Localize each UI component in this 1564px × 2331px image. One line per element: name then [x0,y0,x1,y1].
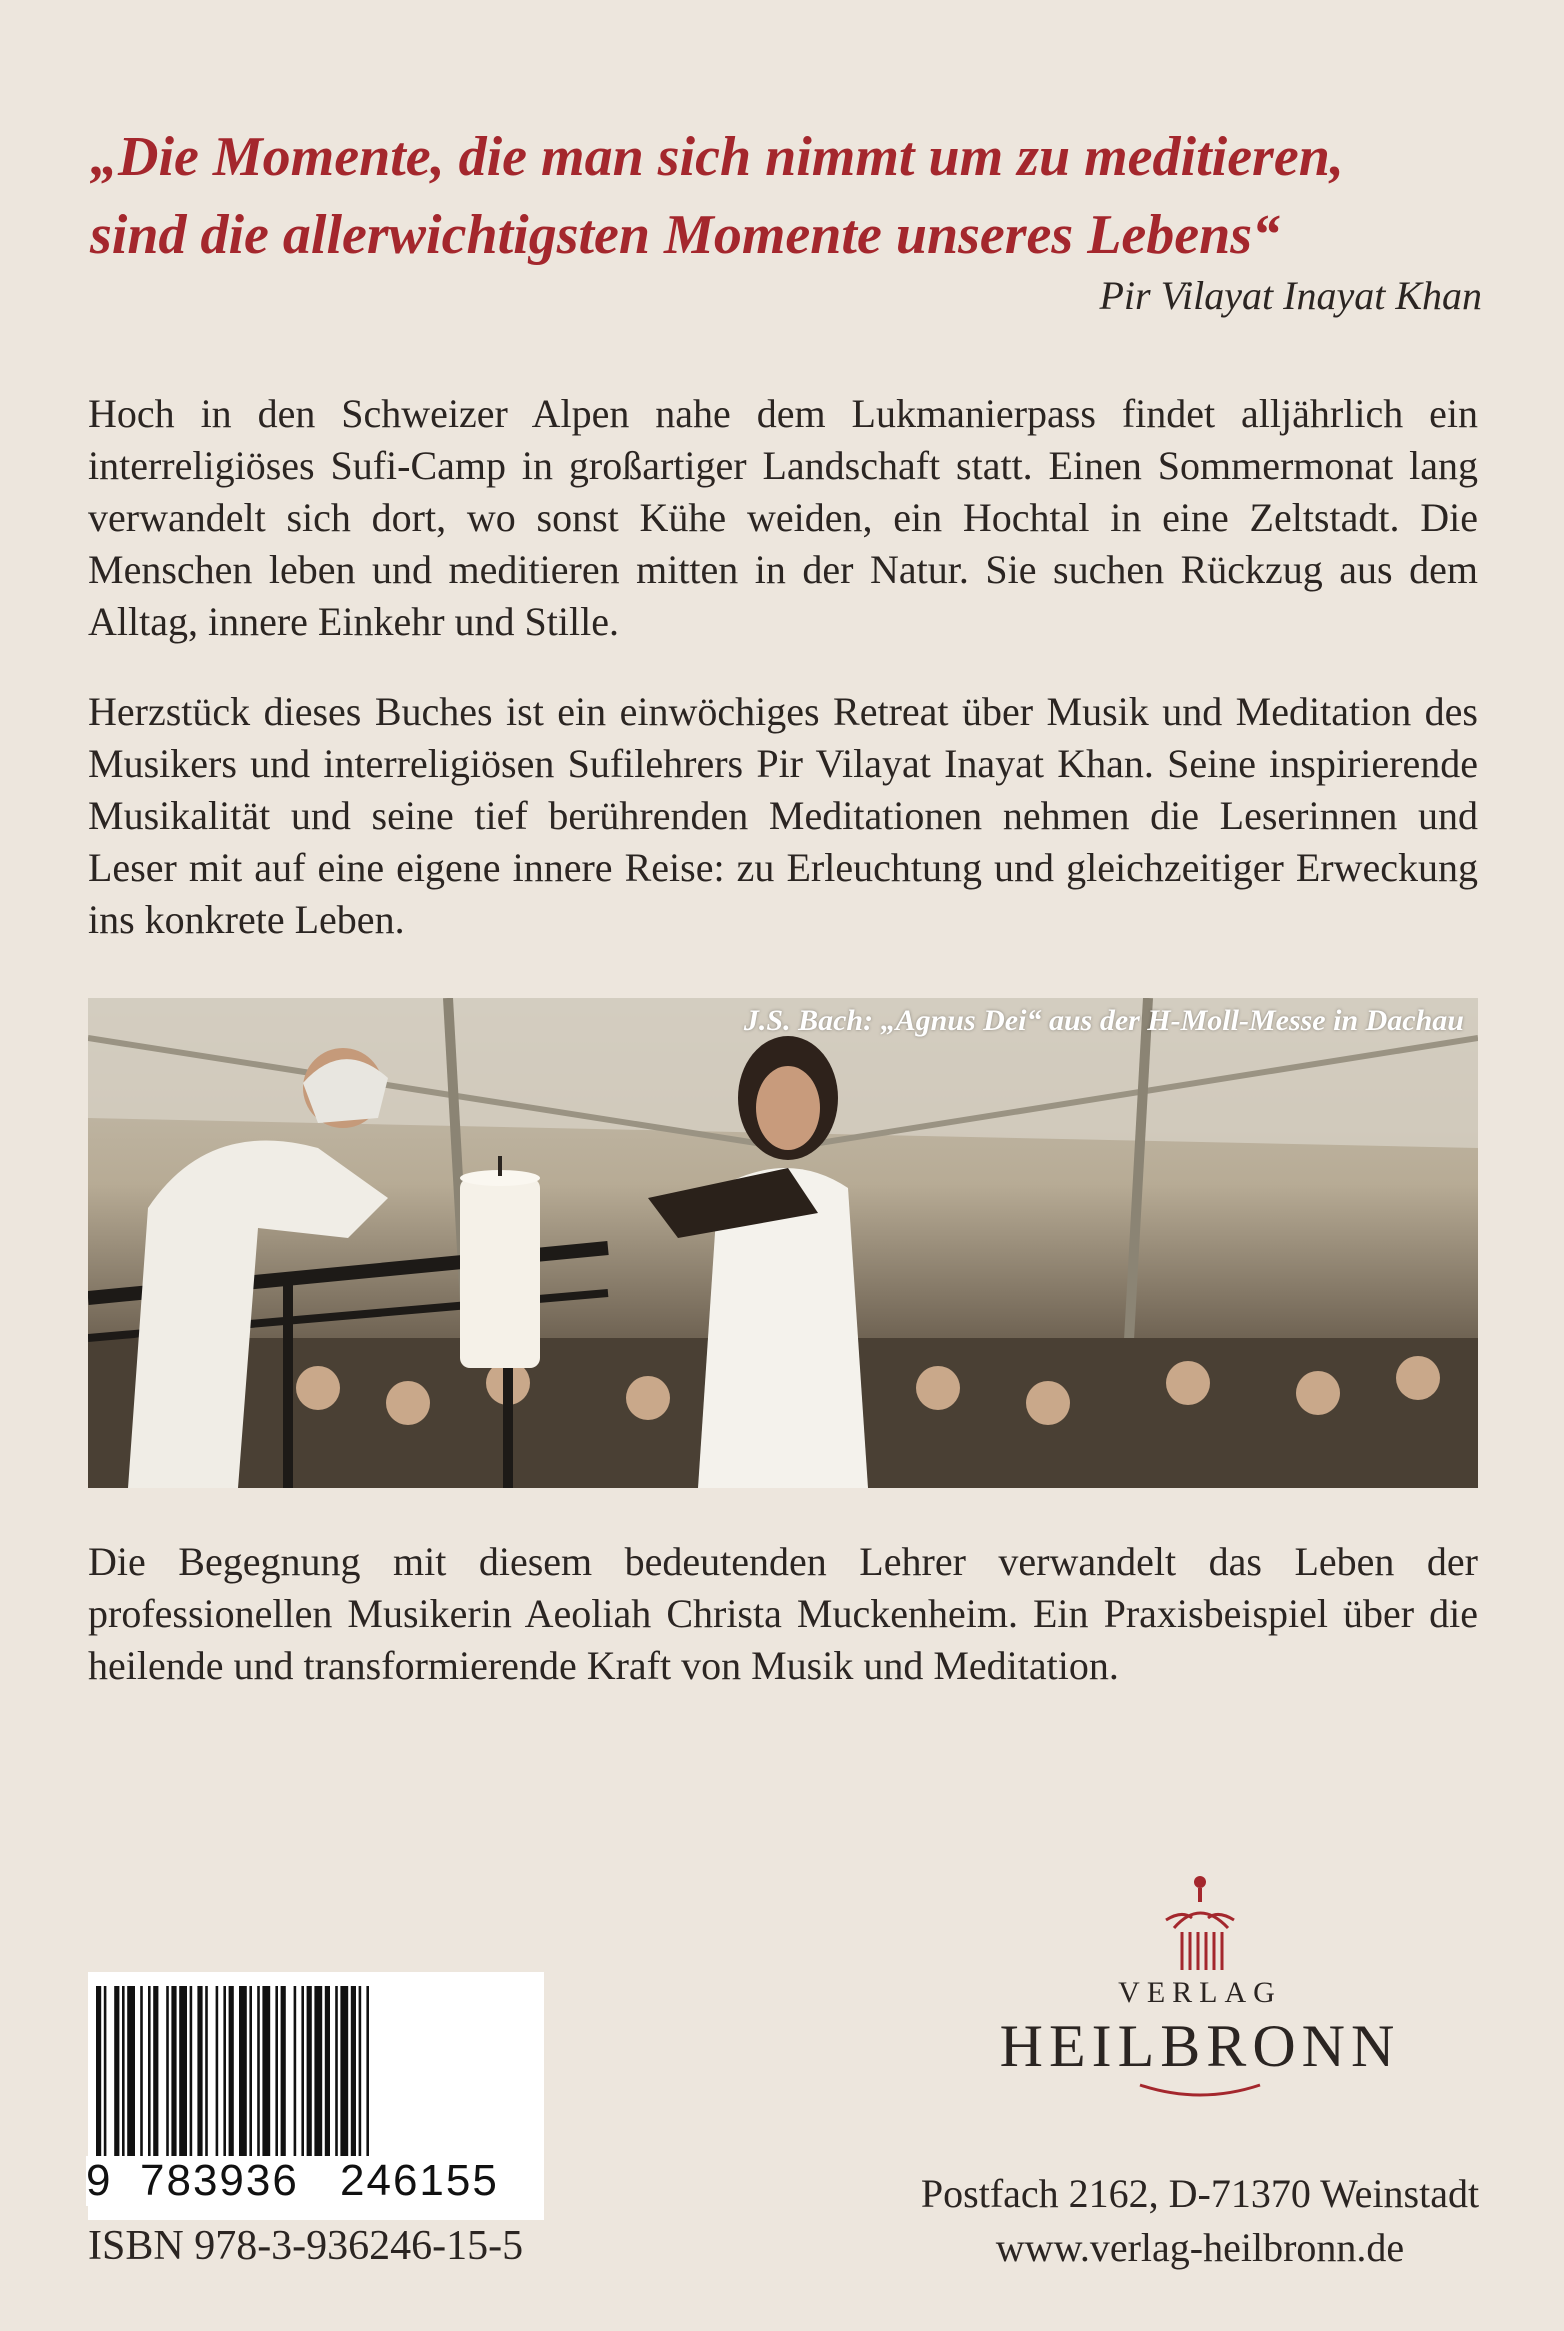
barcode-bar [301,1986,304,2156]
barcode-bar [262,1986,270,2156]
quote-line-2: sind die allerwichtigsten Momente unseres Lebens“ [90,204,1281,266]
barcode-bar [104,1986,107,2156]
barcode-bar [294,1986,297,2156]
retreat-paragraph: Herzstück dieses Buches ist ein einwöchiges Retreat über Musik und Meditation des Musikers und interreligiösen Sufilehrers Pir Vilayat Inayat Khan. Seine inspirierende Musikalität und seine tief berührenden Meditationen nehmen die Leserinnen und Leser mit auf eine eigene innere Reise: zu Erleuchtung und gleichzeitiger Erweckung ins konkrete Leben. [88,689,1478,942]
isbn: ISBN 978-3-936246-15-5 [88,2223,524,2269]
barcode-bar [281,1986,286,2156]
barcode-bar [140,1986,143,2156]
barcode-digits [88,2156,544,2216]
barcode-bar [325,1986,330,2156]
publisher-website: www.verlag-heilbronn.de [995,2225,1405,2270]
quote-author: Pir Vilayat Inayat Khan [1099,273,1482,318]
barcode-bar [257,1986,260,2156]
barcode-bar [96,1986,101,2156]
quote-text [90,118,1490,274]
intro-paragraph: Hoch in den Schweizer Alpen nahe dem Lukmanierpass findet alljährlich ein interreligiöses Sufi-Camp in großartiger Landschaft statt. Einen Sommermonat lang verwandelt sich dort, wo sonst Kühe weiden, ein Hochtal in eine Zeltstadt. Die Menschen leben und meditieren mitten in der Natur. Sie suchen Rückzug aus dem Alltag, innere Einkehr und Stille. [88,391,1478,644]
publisher-name: HEILBRONN [999,2013,1401,2079]
barcode-bar [197,1986,202,2156]
barcode-bar [239,1986,247,2156]
barcode-digits-group-2: 246155 [340,2156,499,2205]
barcode-bar [314,1986,322,2156]
barcode-bar [229,1986,234,2156]
barcode-bar [148,1986,151,2156]
barcode-bar [340,1986,348,2156]
barcode-bar [335,1986,338,2156]
publisher-verlag-label: VERLAG [1118,1976,1282,2009]
barcode-bar [153,1986,158,2156]
barcode-bar [249,1986,252,2156]
barcode-digit-first: 9 [86,2156,111,2205]
barcode-bar [359,1986,362,2156]
barcode-bar [223,1986,226,2156]
barcode-bar [179,1986,187,2156]
concert-photo [88,998,1478,1488]
barcode-bars [88,1972,544,2162]
barcode-bar [171,1986,176,2156]
barcode-bar [205,1986,208,2156]
barcode-bar [190,1986,193,2156]
barcode-bar [307,1986,312,2156]
barcode-bar [366,1986,369,2156]
barcode-bar [275,1986,278,2156]
barcode-bar [114,1986,119,2156]
barcode-bar [122,1986,125,2156]
barcode-bar [127,1986,135,2156]
barcode-bar [216,1986,219,2156]
closing-paragraph: Die Begegnung mit diesem bedeutenden Lehrer verwandelt das Leben der professionellen Musikerin Aeoliah Christa Muckenheim. Ein Praxisbeispiel über die heilende und transformierende Kraft von Musik und Meditation. [88,1539,1478,1688]
barcode-bar [351,1986,356,2156]
publisher-address: Postfach 2162, D-71370 Weinstadt [920,2171,1480,2216]
quote-line-1: „Die Momente, die man sich nimmt um zu meditieren, [90,126,1344,188]
barcode-bar [166,1986,169,2156]
barcode-digits-group-1: 783936 [140,2156,299,2205]
concert-photo-illustration [88,998,1478,1488]
photo-caption: J.S. Bach: „Agnus Dei“ aus der H-Moll-Messe in Dachau [743,1004,1464,1037]
